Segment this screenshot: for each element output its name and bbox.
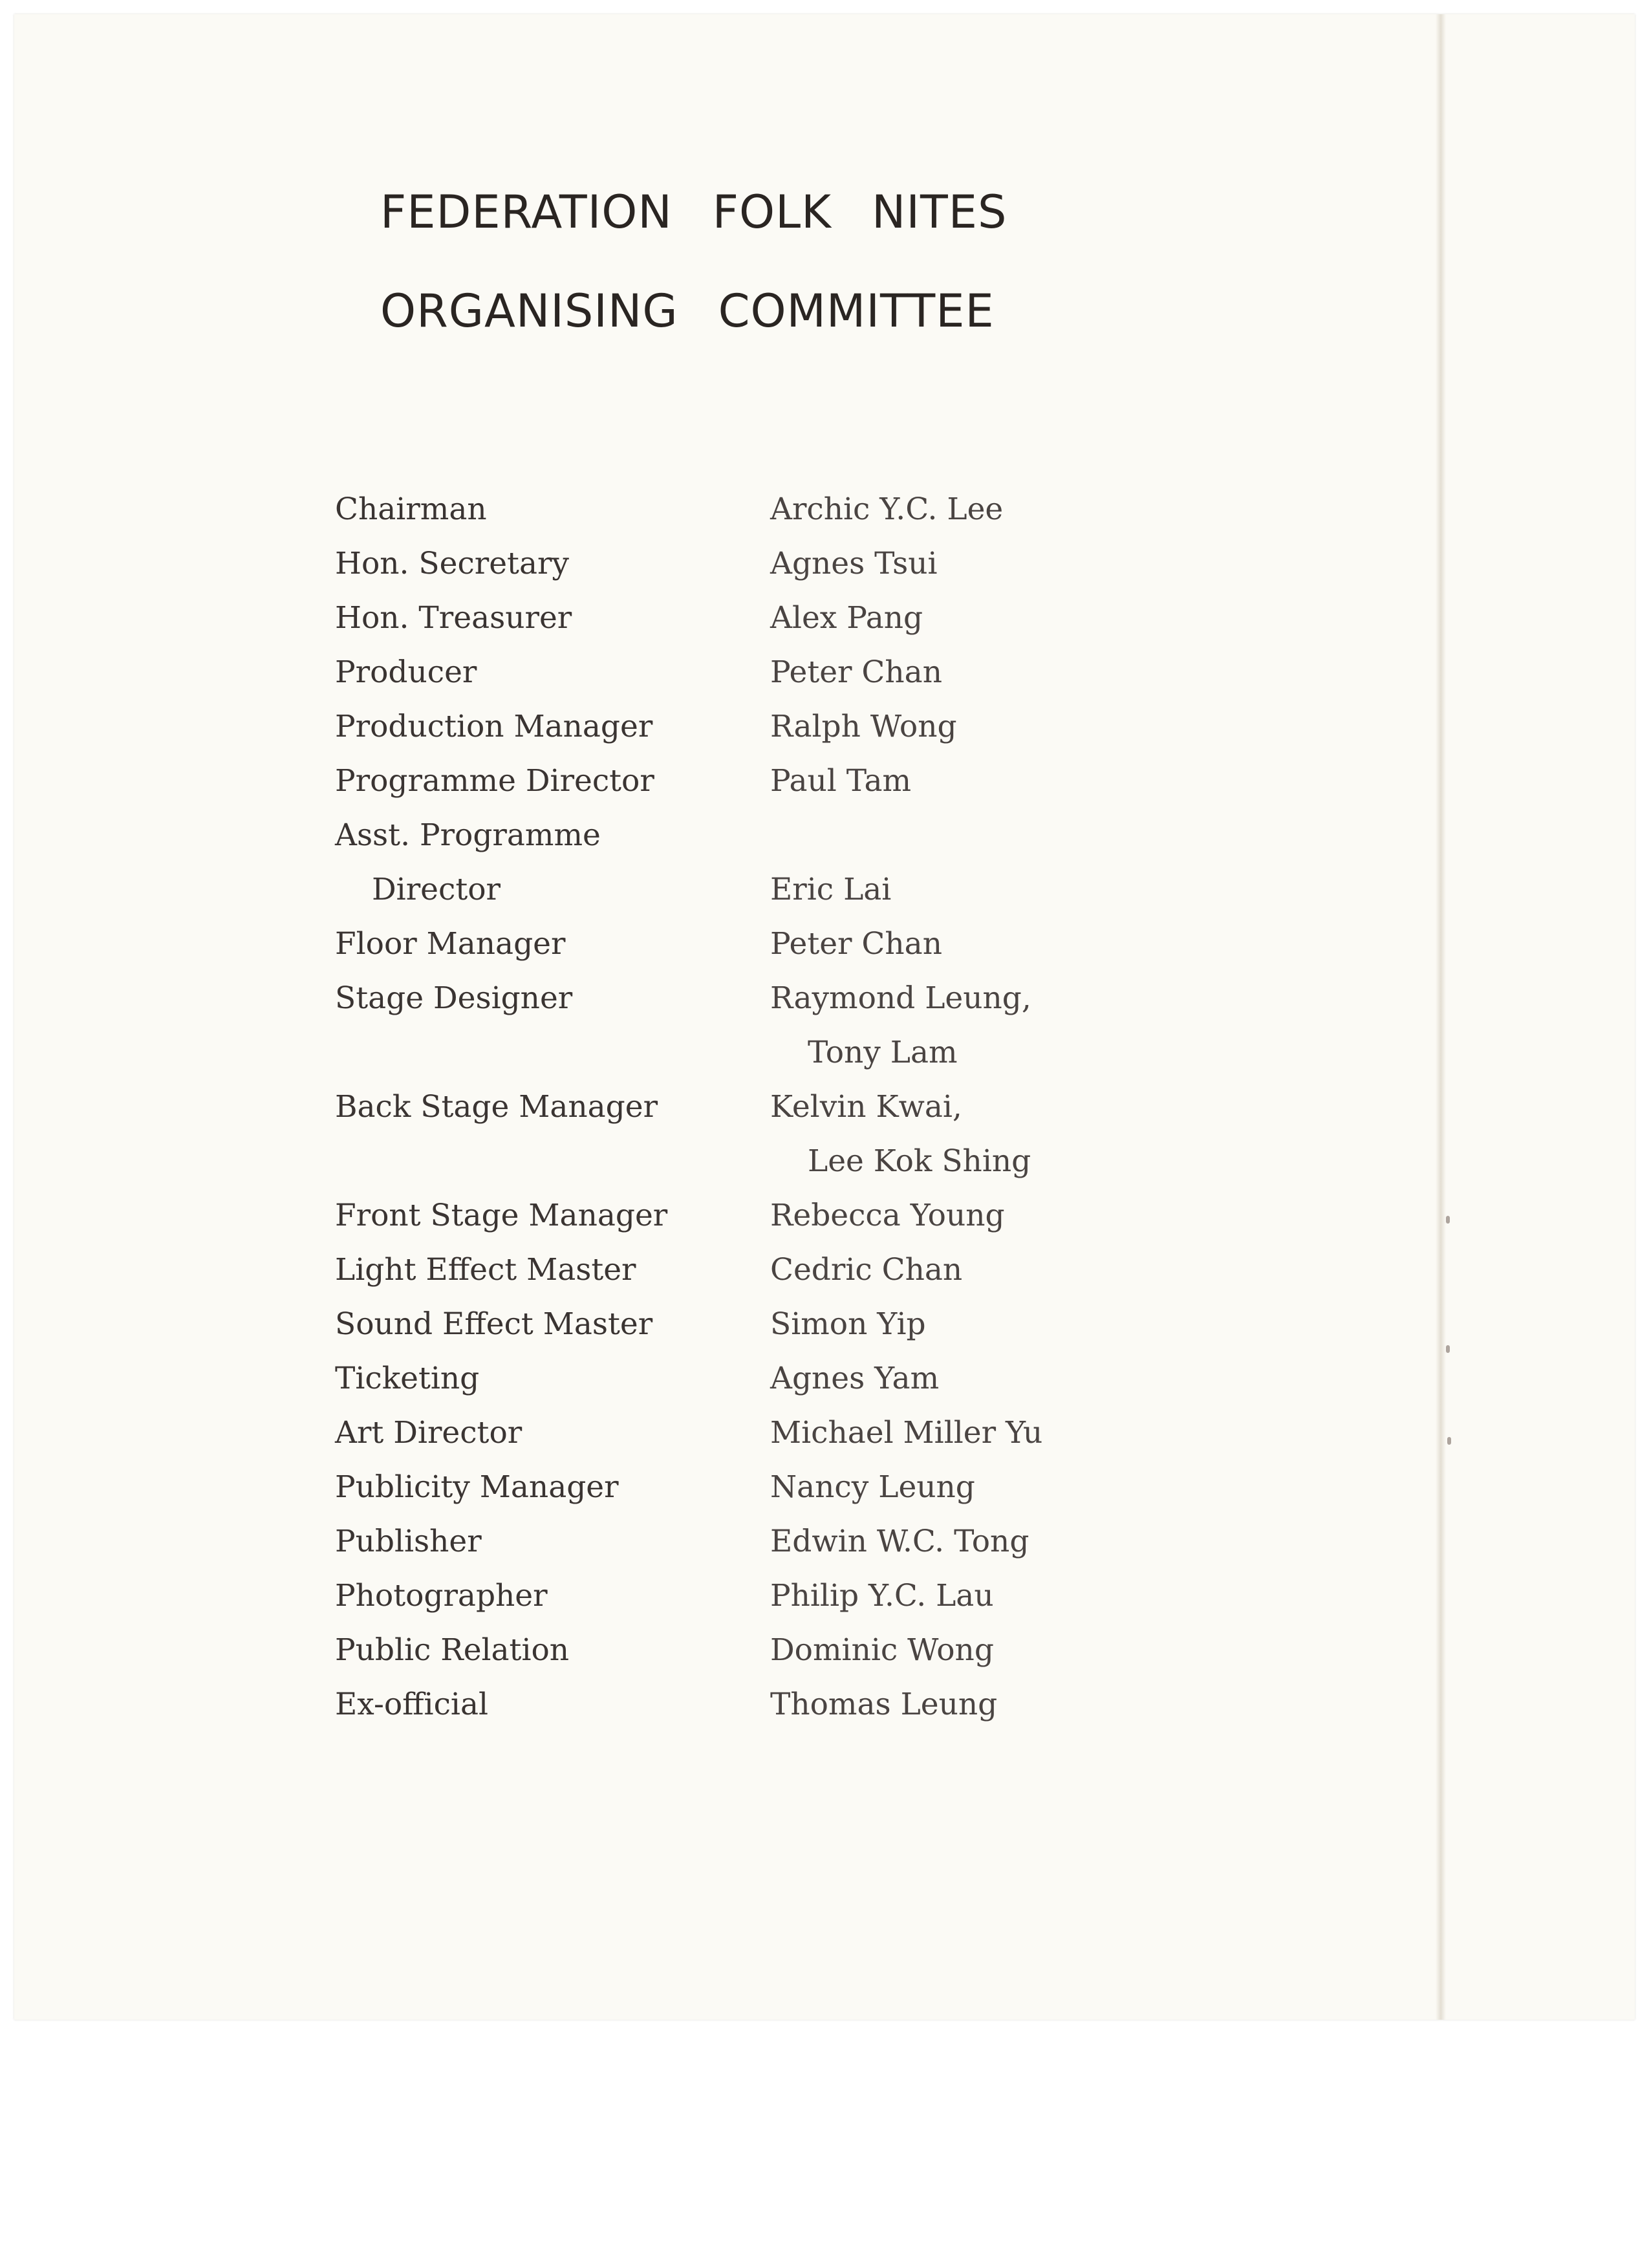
committee-row [335,817,1111,872]
paper-speck [1446,1216,1450,1224]
committee-row [335,1306,1111,1361]
committee-row [335,1089,1111,1143]
committee-row [335,872,1111,926]
committee-row [335,763,1111,817]
role-label: Director [372,872,501,907]
role-label: Publicity Manager [335,1469,619,1505]
member-name: Eric Lai [770,872,892,907]
committee-row [335,1415,1111,1469]
member-name: Dominic Wong [770,1632,994,1668]
title-word: FEDERATION [380,186,673,239]
member-name: Philip Y.C. Lau [770,1578,994,1614]
role-label: Art Director [335,1415,523,1451]
role-label: Floor Manager [335,926,566,962]
committee-row [335,1143,1111,1198]
role-label: Back Stage Manager [335,1089,658,1125]
committee-row [335,1035,1111,1089]
document-page [14,14,1635,2020]
role-label: Ticketing [335,1361,480,1396]
member-name: Simon Yip [770,1306,926,1342]
paper-speck [1447,1437,1451,1445]
role-label: Publisher [335,1524,482,1559]
committee-row [335,1469,1111,1524]
role-label: Sound Effect Master [335,1306,653,1342]
page-fold-line [1436,14,1446,2020]
member-name: Agnes Tsui [770,546,938,581]
committee-row [335,600,1111,654]
committee-row [335,1198,1111,1252]
title-line-1 [380,186,1007,239]
member-name: Peter Chan [770,926,942,962]
title-line-2 [380,285,995,338]
committee-row [335,654,1111,709]
committee-row [335,926,1111,980]
member-name: Peter Chan [770,654,942,690]
committee-row [335,1578,1111,1632]
title-word: ORGANISING [380,285,678,338]
role-label: Production Manager [335,709,653,744]
member-name: Ralph Wong [770,709,957,744]
role-label: Stage Designer [335,980,573,1016]
role-label: Front Stage Manager [335,1198,668,1233]
committee-row [335,980,1111,1035]
committee-row [335,709,1111,763]
member-name: Tony Lam [808,1035,958,1070]
committee-list [335,491,1111,1741]
role-label: Ex-official [335,1687,488,1722]
title-word: NITES [872,186,1008,239]
role-label: Public Relation [335,1632,570,1668]
role-label: Asst. Programme [335,817,601,853]
role-label: Light Effect Master [335,1252,636,1288]
committee-row [335,1632,1111,1687]
member-name: Thomas Leung [770,1687,998,1722]
member-name: Agnes Yam [770,1361,940,1396]
member-name: Lee Kok Shing [808,1143,1031,1179]
title-word: FOLK [712,186,832,239]
role-label: Programme Director [335,763,654,799]
member-name: Alex Pang [770,600,923,636]
committee-row [335,491,1111,546]
member-name: Kelvin Kwai, [770,1089,962,1125]
member-name: Nancy Leung [770,1469,975,1505]
title-word: COMMITTEE [718,285,995,338]
member-name: Raymond Leung, [770,980,1031,1016]
member-name: Archic Y.C. Lee [770,491,1004,527]
member-name: Michael Miller Yu [770,1415,1043,1451]
role-label: Hon. Secretary [335,546,569,581]
role-label: Hon. Treasurer [335,600,572,636]
paper-speck [1446,1345,1450,1353]
committee-row [335,546,1111,600]
member-name: Edwin W.C. Tong [770,1524,1029,1559]
role-label: Photographer [335,1578,548,1614]
committee-row [335,1687,1111,1741]
role-label: Producer [335,654,477,690]
committee-row [335,1252,1111,1306]
member-name: Rebecca Young [770,1198,1005,1233]
role-label: Chairman [335,491,487,527]
committee-row [335,1361,1111,1415]
member-name: Cedric Chan [770,1252,963,1288]
committee-row [335,1524,1111,1578]
member-name: Paul Tam [770,763,912,799]
